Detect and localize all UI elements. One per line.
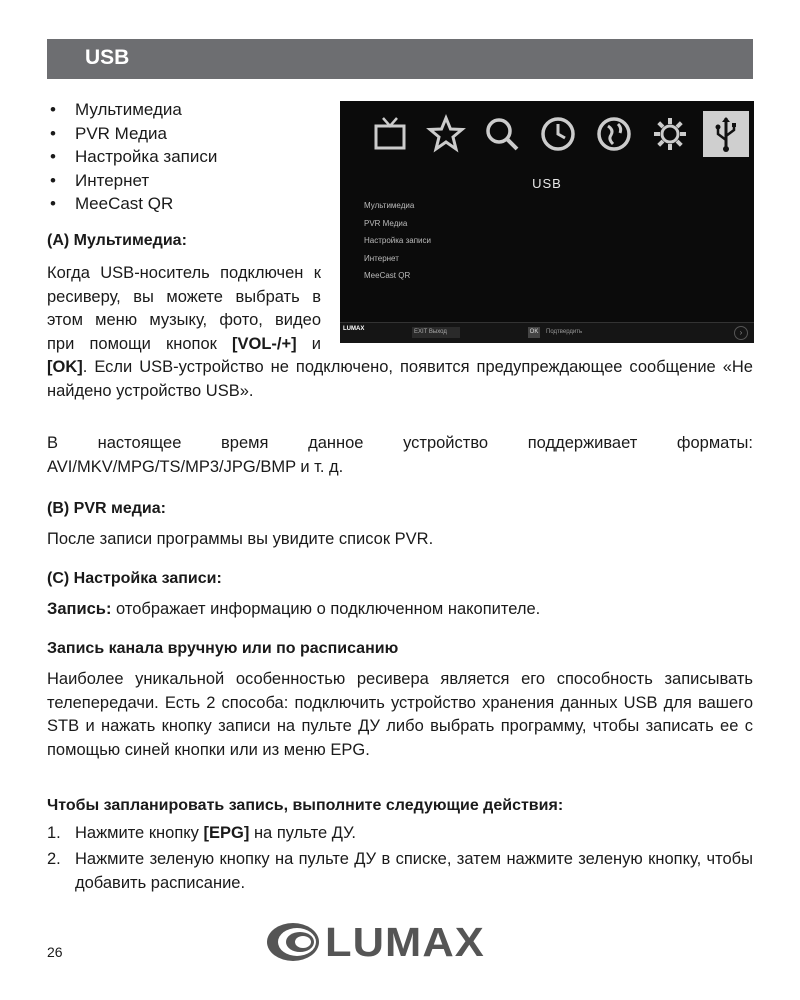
heading-record-settings: (C) Настройка записи: [47,570,222,587]
usb-icon [703,111,749,157]
record-info-paragraph: Запись: отображает информацию о подключенном накопителе. [47,600,541,618]
step-1: 1. Нажмите кнопку [EPG] на пульте ДУ. [47,822,753,846]
menu-bullet-list [47,98,217,216]
logo-text: LUMAX [325,918,485,965]
screen-menu-item: Интернет [364,253,399,263]
epg-key-label: [EPG] [203,824,250,842]
vol-key-label: [VOL-/+] [232,334,297,353]
screen-ok-hint: Подтвердить [546,329,583,335]
step-number: 1. [47,824,61,842]
step-number: 2. [47,850,61,868]
bullet-item: • PVR Медиа [47,122,217,146]
heading-pvr-media: (B) PVR медиа: [47,500,166,517]
screen-exit-hint: EXIT Выход [412,327,460,338]
formats-paragraph: В настоящее время данное устройство поддерживает форматы: AVI/MKV/MPG/TS/MP3/JPG/BMP и т. д. [47,434,753,476]
bullet-item: • Мультимедиа [47,98,217,122]
gear-icon [643,111,697,157]
section-header [47,39,753,79]
recording-paragraph: Наиболее уникальной особенностью ресивера является его способность записывать телепередачи. Есть 2 способа: подключить устройство хранения данных USB для вашего STB и нажать кнопку записи на пульте ДУ либо выбрать программу, чтобы записать ее с помощью синей кнопки или из меню EPG. [47,670,753,759]
star-icon [419,111,473,157]
heading-multimedia: (A) Мультимедиа: [47,232,187,249]
page-number: 26 [47,944,63,960]
search-icon [475,111,529,157]
screen-menu-item: MeeCast QR [364,271,411,280]
screen-menu-item: Мультимедиа [364,201,415,210]
ok-key-label: [OK] [47,358,83,376]
screen-menu-item: Настройка записи [364,236,431,245]
multimedia-paragraph: Когда USB-носитель подключен к ресиверу, вы можете выбрать в этом меню музыку, фото, видео при помощи кнопок [VOL-/+] и [OK]. Если USB-устройство не подключено, появится предупреждающее сообщение «Не найдено устройство USB». [47,264,753,400]
screen-brand: LUMAX [343,326,365,332]
bullet-item: • Настройка записи [47,145,217,169]
screen-ok-key: OK [528,327,540,338]
step-2: 2. Нажмите зеленую кнопку на пульте ДУ в списке, затем нажмите зеленую кнопку, чтобы добавить расписание. [47,850,753,892]
tv-icon [363,111,417,157]
lumax-logo-mark [263,920,321,964]
heading-manual-recording: Запись канала вручную или по расписанию [47,640,399,657]
section-title: USB [85,46,130,69]
clock-icon [531,111,585,157]
heading-schedule-steps: Чтобы запланировать запись, выполните следующие действия: [47,797,564,814]
next-arrow-icon: › [734,326,748,340]
pvr-paragraph: После записи программы вы увидите список PVR. [47,530,434,548]
screen-title: USB [532,176,562,191]
bullet-item: • MeeCast QR [47,192,217,216]
main-menu-icon-bar [363,111,749,157]
screen-menu-item: PVR Медиа [364,218,408,228]
bullet-item: • Интернет [47,169,217,193]
globe-icon [587,111,641,157]
lumax-logo [263,918,485,966]
